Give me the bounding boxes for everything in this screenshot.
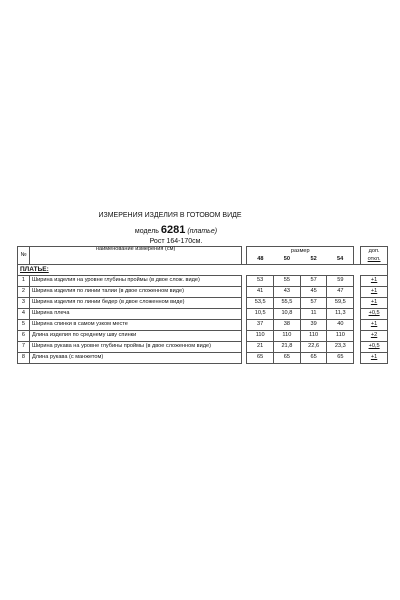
size-value: 55: [274, 276, 301, 287]
size-value: 11: [300, 309, 327, 320]
spacer: [354, 298, 361, 309]
size-value: 110: [327, 331, 354, 342]
size-value: 23,3: [327, 342, 354, 353]
row-number: 1: [18, 276, 30, 287]
size-value: 110: [300, 331, 327, 342]
measurement-name: Ширина изделия на уровне глубины проймы (в двое слож. виде): [29, 276, 241, 287]
spacer: [354, 320, 361, 331]
size-value: 43: [274, 287, 301, 298]
measurement-name: Ширина плеча: [29, 309, 241, 320]
allowance-header: доп.: [361, 247, 388, 257]
spacer: [354, 353, 361, 364]
size-value: 59,5: [327, 298, 354, 309]
deviation-value: +1: [361, 298, 388, 309]
row-number: 4: [18, 309, 30, 320]
deviation-value: +1: [361, 287, 388, 298]
size-value: 39: [300, 320, 327, 331]
size-value: 47: [327, 287, 354, 298]
measurements-table: [17, 246, 388, 364]
table-row: [18, 331, 388, 342]
row-number: 7: [18, 342, 30, 353]
section-label: ПЛАТЬЕ:: [18, 265, 388, 276]
measurement-name: Ширина изделия по линии бедер (в двое сложенном виде): [29, 298, 241, 309]
table-row: [18, 342, 388, 353]
table-row: [18, 298, 388, 309]
size-value: 45: [300, 287, 327, 298]
size-value: 55,5: [274, 298, 301, 309]
size-value: 10,8: [274, 309, 301, 320]
size-value: 22,6: [300, 342, 327, 353]
size-value: 65: [300, 353, 327, 364]
col-number-header: №: [18, 247, 30, 265]
size-value: 41: [247, 287, 274, 298]
measurement-name: Ширина изделия по линии талии (в двое сложенном виде): [29, 287, 241, 298]
size-value: 65: [327, 353, 354, 364]
spacer: [354, 342, 361, 353]
table-row: [18, 353, 388, 364]
size-value: 59: [327, 276, 354, 287]
size-value: 65: [247, 353, 274, 364]
deviation-value: +2: [361, 331, 388, 342]
row-number: 2: [18, 287, 30, 298]
size-header: 52: [300, 256, 327, 265]
deviation-value: +1: [361, 353, 388, 364]
spacer: [354, 276, 361, 287]
size-header: 50: [274, 256, 301, 265]
model-note: (платье): [187, 228, 218, 235]
size-group-header: размер: [247, 247, 354, 257]
row-number: 5: [18, 320, 30, 331]
size-value: 65: [274, 353, 301, 364]
height-range: Рост 164-170см.: [149, 238, 203, 245]
table-row: [18, 320, 388, 331]
deviation-value: +1: [361, 276, 388, 287]
size-value: 21,8: [274, 342, 301, 353]
table-row: [18, 287, 388, 298]
size-value: 37: [247, 320, 274, 331]
size-value: 21: [247, 342, 274, 353]
deviation-value: +0,5: [361, 309, 388, 320]
document-title: ИЗМЕРЕНИЯ ИЗДЕЛИЯ В ГОТОВОМ ВИДЕ: [98, 212, 242, 219]
spacer: [354, 309, 361, 320]
deviation-header: откл.: [361, 256, 388, 265]
size-value: 40: [327, 320, 354, 331]
table-row: [18, 276, 388, 287]
row-number: 3: [18, 298, 30, 309]
size-header: 48: [247, 256, 274, 265]
measurement-name: Ширина рукава на уровне глубины проймы (в двое сложенном виде): [29, 342, 241, 353]
size-value: 53,5: [247, 298, 274, 309]
size-value: 110: [274, 331, 301, 342]
spacer: [354, 287, 361, 298]
model-line: [0, 225, 376, 236]
row-number: 8: [18, 353, 30, 364]
measurement-name: Длина изделия по среднему шву спинки: [29, 331, 241, 342]
model-prefix: модель: [134, 228, 159, 235]
size-value: 38: [274, 320, 301, 331]
size-value: 10,5: [247, 309, 274, 320]
size-value: 11,3: [327, 309, 354, 320]
deviation-value: +0,5: [361, 342, 388, 353]
row-number: 6: [18, 331, 30, 342]
size-value: 57: [300, 298, 327, 309]
model-number: 6281: [160, 224, 186, 236]
table-row: [18, 309, 388, 320]
size-value: 57: [300, 276, 327, 287]
size-value: 53: [247, 276, 274, 287]
spacer: [354, 331, 361, 342]
deviation-value: +1: [361, 320, 388, 331]
measurement-name: Ширина спинки в самом узком месте: [29, 320, 241, 331]
size-value: 110: [247, 331, 274, 342]
col-name-header: наименование измерения (см): [29, 247, 241, 265]
measurement-name: Длина рукава (с манжетом): [29, 353, 241, 364]
size-header: 54: [327, 256, 354, 265]
